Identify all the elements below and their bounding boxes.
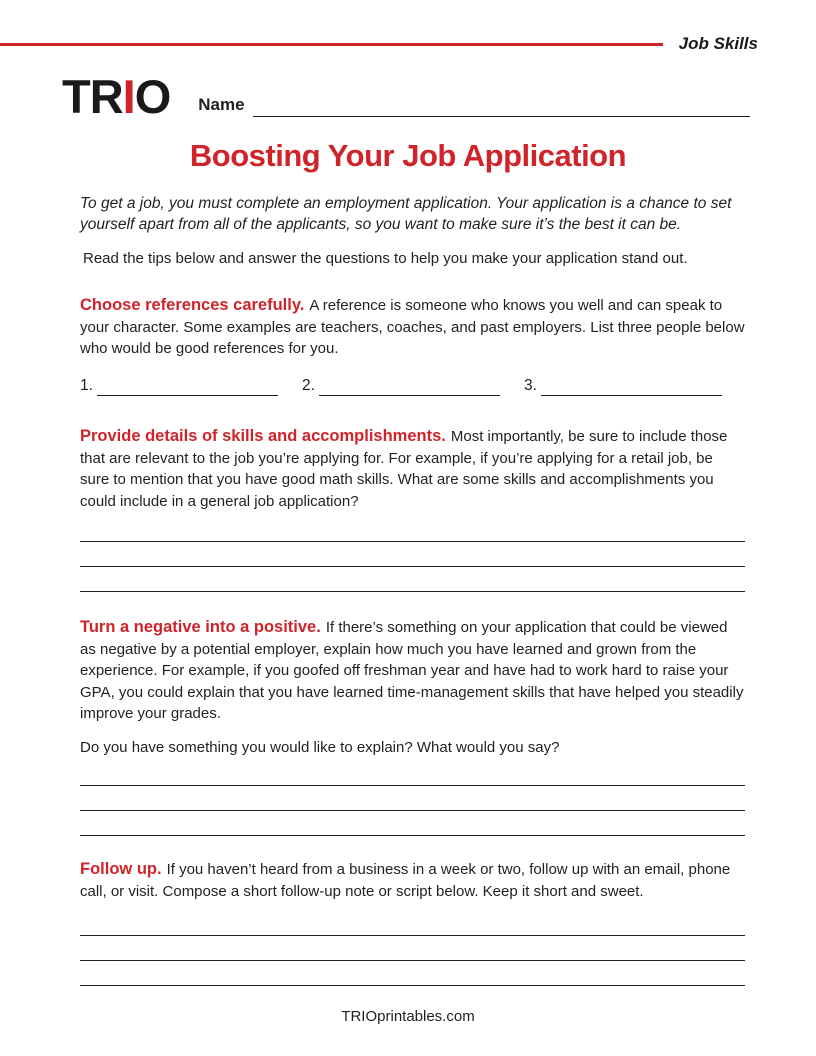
page-title: Boosting Your Job Application bbox=[189, 137, 627, 173]
answer-line[interactable] bbox=[80, 786, 745, 811]
answer-line[interactable] bbox=[80, 542, 745, 567]
logo-text-red: I bbox=[122, 70, 135, 123]
section-follow-up bbox=[80, 859, 745, 902]
answer-line[interactable] bbox=[80, 961, 745, 986]
section-skills-body: Most importantly, be sure to include those that are relevant to the job you’re applying for. For example, if you’re applying for a retail job, be sure to mention that you have good math skills. What are some skills and accomplishments you could include in a general job application? bbox=[80, 428, 728, 510]
section-references-heading: Choose references carefully. bbox=[80, 296, 305, 315]
footer-site-link: TRIOprintables.com bbox=[341, 1008, 475, 1025]
reference-blank-3 bbox=[524, 375, 722, 397]
intro-paragraph: To get a job, you must complete an employment application. Your application is a chance to set yourself apart from all of the applicants, so you want to make sure it’s the best it can be. bbox=[80, 194, 732, 234]
section-references-body: A reference is someone who knows you well and can speak to your character. Some examples are teachers, coaches, and past employers. List three people below who would be good references for you. bbox=[80, 297, 745, 358]
section-skills bbox=[80, 426, 745, 512]
section-skills-heading: Provide details of skills and accomplishments. bbox=[80, 427, 446, 446]
answer-line[interactable] bbox=[80, 811, 745, 836]
section-negative-positive-heading: Turn a negative into a positive. bbox=[80, 618, 321, 637]
reference-blank-1-line[interactable] bbox=[97, 378, 278, 396]
reference-blank-2-line[interactable] bbox=[319, 378, 500, 396]
section-references bbox=[80, 295, 745, 360]
reference-blank-2 bbox=[302, 375, 500, 397]
reference-blank-2-number: 2. bbox=[302, 376, 315, 394]
reference-blank-3-number: 3. bbox=[524, 376, 537, 394]
answer-line[interactable] bbox=[80, 936, 745, 961]
explain-answer-lines bbox=[80, 761, 745, 836]
instruction-paragraph: Read the tips below and answer the questions to help you make your application stand out. bbox=[83, 249, 688, 267]
reference-blank-3-line[interactable] bbox=[541, 378, 722, 396]
answer-line[interactable] bbox=[80, 517, 745, 542]
reference-blank-1 bbox=[80, 375, 278, 397]
name-field bbox=[198, 93, 750, 117]
logo-text-black-1: TR bbox=[62, 70, 123, 123]
section-follow-up-heading: Follow up. bbox=[80, 860, 162, 879]
answer-line[interactable] bbox=[80, 761, 745, 786]
answer-line[interactable] bbox=[80, 911, 745, 936]
follow-up-answer-lines bbox=[80, 911, 745, 986]
skills-answer-lines bbox=[80, 517, 745, 592]
reference-blanks bbox=[80, 375, 722, 397]
content bbox=[80, 193, 745, 987]
reference-blank-1-number: 1. bbox=[80, 376, 93, 394]
header bbox=[0, 0, 816, 54]
header-rule bbox=[0, 43, 663, 46]
name-label: Name bbox=[198, 94, 245, 114]
section-negative-positive bbox=[80, 617, 745, 725]
logo-text-black-2: O bbox=[134, 70, 171, 123]
section-follow-up-body: If you haven’t heard from a business in a week or two, follow up with an email, phone call, or visit. Compose a short follow-up note or script below. Keep it short and sweet. bbox=[80, 861, 731, 900]
category-label: Job Skills bbox=[678, 34, 758, 53]
name-input-line[interactable] bbox=[253, 93, 750, 117]
trio-logo bbox=[62, 70, 171, 123]
answer-line[interactable] bbox=[80, 567, 745, 592]
section-negative-positive-body: If there’s something on your application that could be viewed as negative by a potential employer, explain how much you have learned and grown from the experience. For example, if you goofed off freshman year and have had to work hard to raise your GPA, you could explain that you have learned time-management skills that have helped you steadily improve your grades. bbox=[80, 619, 744, 723]
logo-name-row bbox=[62, 70, 750, 123]
explain-question: Do you have something you would like to explain? What would you say? bbox=[80, 738, 560, 756]
